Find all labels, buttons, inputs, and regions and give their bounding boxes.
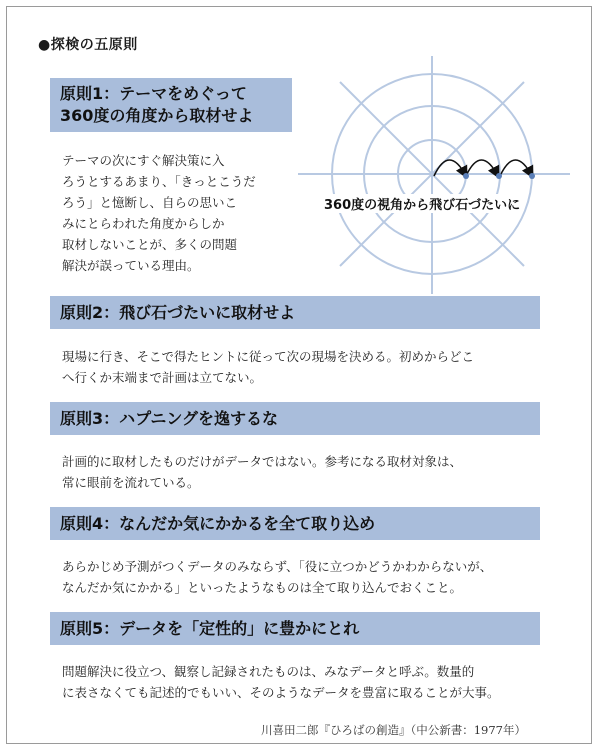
stepping-stone-dot [463,173,469,179]
principle-5-body [62,661,542,703]
principle-3-body [62,451,542,493]
principle-1-body-line: テーマの次にすぐ解決策に入 [62,153,225,168]
principle-3-heading: 原則3：ハプニングを逸するな [50,402,540,435]
principle-2-body-line: へ行くか末端まで計画は立てない。 [62,370,263,385]
principle-1-heading-line: 360度の角度から取材せよ [60,106,254,125]
principle-1-body-line: 取材しないことが、多くの問題 [62,237,238,252]
principle-1-body-line: ろう」と憶断し、自らの思いこ [62,195,238,210]
principle-5-body-line: 問題解決に役立つ、観察し記録されたものは、みなデータと呼ぶ。数量的 [62,664,475,679]
principle-4-body-line: あらかじめ予測がつくデータのみならず、「役に立つかどうかわからないが、 [62,559,493,574]
principle-1-heading [50,78,292,132]
principle-1-body-line: みにとらわれた角度からしか [62,216,225,231]
principle-4-heading: 原則4：なんだか気にかかるを全て取り込め [50,507,540,540]
principle-2-heading: 原則2：飛び石づたいに取材せよ [50,296,540,329]
stepping-stone-diagram [290,48,580,300]
principle-4-body-line: なんだか気にかかる」といったようなものは全て取り込んでおくこと。 [62,580,463,595]
principle-5-body-line: に表さなくても記述的でもいい、そのようなデータを豊富に取ることが大事。 [62,685,500,700]
page-title: ●探検の五原則 [38,37,138,53]
principle-2-body-line: 現場に行き、そこで得たヒントに従って次の現場を決める。初めからどこ [62,349,475,364]
citation: 川喜田二郎『ひろばの創造』（中公新書：1977年） [260,723,526,737]
principle-2-body [62,346,542,388]
principle-5-heading: 原則5：データを「定性的」に豊かにとれ [50,612,540,645]
principle-4-body [62,556,542,598]
principle-1-body-line: ろうとするあまり、「きっとこうだ [62,174,256,189]
principle-1-body-line: 解決が誤っている理由。 [62,258,200,273]
principle-1-body [62,150,274,276]
principle-3-body-line: 計画的に取材したものだけがデータではない。参考になる取材対象は、 [62,454,463,469]
principle-1-heading-line: 原則1：テーマをめぐって [60,84,247,103]
stepping-stone-dot [529,173,535,179]
stepping-stone-dot [496,173,502,179]
diagram-label: 360度の視角から飛び石づたいに [322,194,522,213]
principle-3-body-line: 常に眼前を流れている。 [62,475,200,490]
